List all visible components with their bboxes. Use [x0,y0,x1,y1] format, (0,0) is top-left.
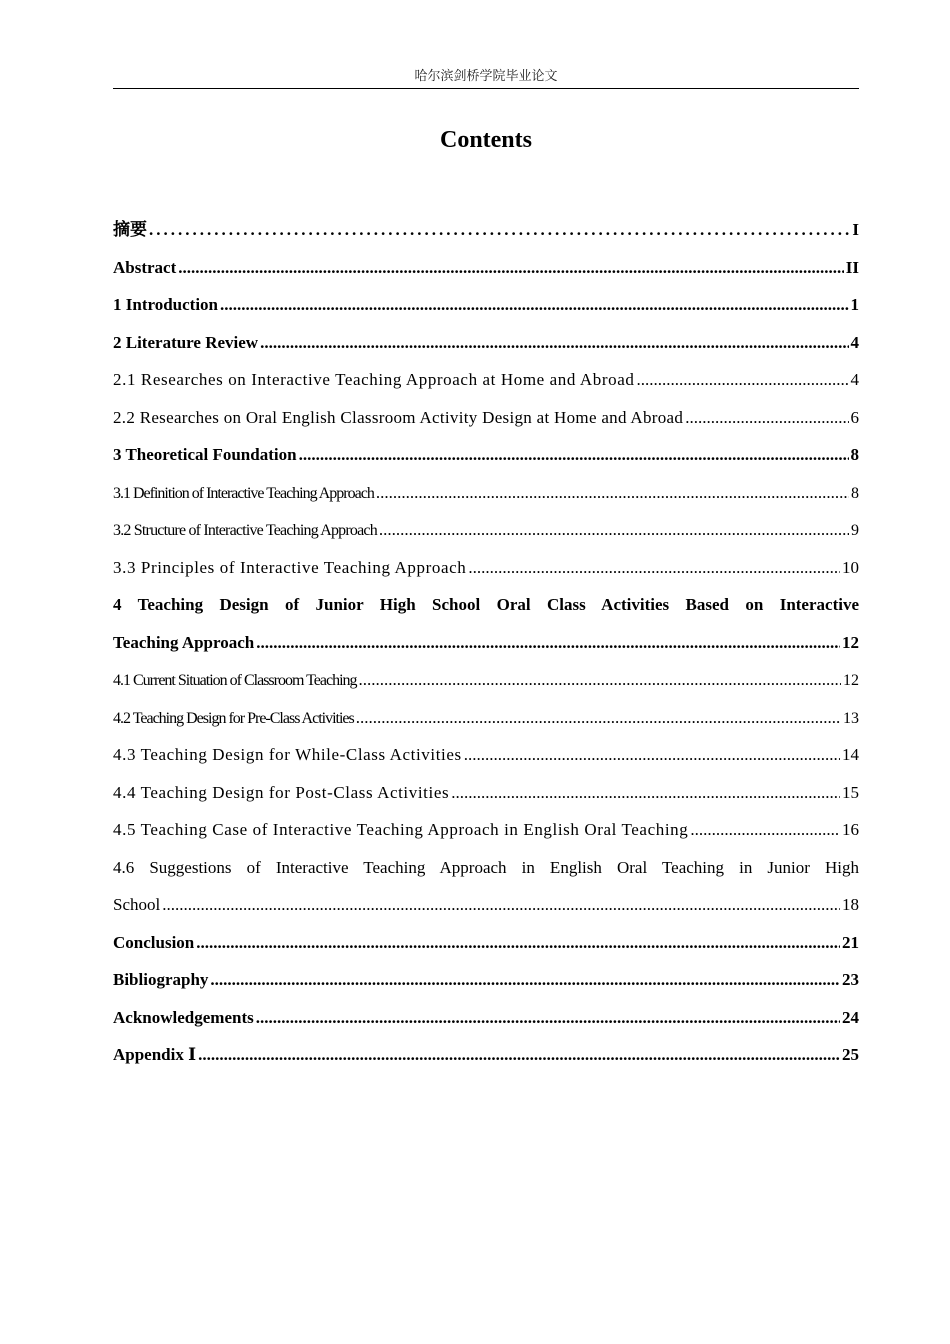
toc-entry-page: 10 [842,557,859,577]
toc-entry-2-1[interactable] [113,361,859,399]
toc-entry-page: 21 [842,932,859,952]
toc-entry-bibliography[interactable] [113,961,859,999]
toc-entry-abstract[interactable] [113,249,859,287]
toc-entry-label: 4.1 Current Situation of Classroom Teaching [113,672,357,689]
dot-leader [379,511,849,549]
toc-entry-page: II [845,257,859,277]
dot-leader [359,661,841,699]
table-of-contents [113,211,859,1074]
dot-leader [149,211,850,249]
toc-entry-page: 13 [843,709,859,727]
dot-leader [220,286,848,324]
dot-leader [260,324,848,362]
toc-entry-label: 1 Introduction [113,295,219,314]
toc-entry-4-1[interactable] [113,661,859,699]
toc-entry-literature-review[interactable] [113,324,859,362]
toc-entry-page: 12 [842,632,859,652]
dot-leader [196,924,840,962]
dot-leader [356,699,841,737]
toc-entry-4-6[interactable] [113,849,859,924]
toc-entry-4-2[interactable] [113,699,859,737]
toc-entry-label: 2.1 Researches on Interactive Teaching Approach at Home and Abroad [113,370,635,389]
toc-entry-page: 4 [850,332,859,352]
toc-entry-label-line1: 4 Teaching Design of Junior High School Oral Class Activities Based on Interactive [113,595,859,614]
header-rule [113,88,859,89]
toc-entry-page: 18 [842,895,859,914]
dot-leader [468,549,840,587]
dot-leader [162,886,840,924]
page-title: Contents [439,127,532,153]
dot-leader [299,436,849,474]
toc-entry-page: 14 [842,745,859,764]
toc-entry-label: 4.3 Teaching Design for While-Class Activities [113,745,462,764]
toc-entry-label: 4.2 Teaching Design for Pre-Class Activities [113,709,354,727]
toc-entry-conclusion[interactable] [113,924,859,962]
toc-entry-3-2[interactable] [113,511,859,549]
toc-entry-page: 1 [850,295,859,314]
toc-entry-page: I [852,220,859,239]
toc-entry-label: Appendix Ⅰ [113,1045,197,1064]
toc-entry-3-3[interactable] [113,549,859,587]
toc-entry-page: 8 [850,445,859,464]
dot-leader [464,736,840,774]
toc-entry-introduction[interactable] [113,286,859,324]
toc-entry-label: 4.4 Teaching Design for Post-Class Activities [113,782,450,802]
toc-entry-2-2[interactable] [113,399,859,437]
toc-entry-label: 2.2 Researches on Oral English Classroom Activity Design at Home and Abroad [113,407,684,427]
toc-entry-acknowledgements[interactable] [113,999,859,1037]
toc-entry-teaching-design[interactable] [113,586,859,661]
toc-entry-page: 4 [850,370,859,389]
toc-entry-page: 6 [850,407,859,427]
toc-entry-3-1[interactable] [113,474,859,512]
dot-leader [178,249,844,287]
toc-entry-label: 摘要 [113,220,147,239]
dot-leader [636,361,848,399]
toc-entry-page: 15 [842,782,859,802]
toc-entry-label-line2: Teaching Approach [113,632,255,652]
toc-entry-label: 2 Literature Review [113,332,259,352]
dot-leader [685,399,848,437]
dot-leader [690,811,840,849]
toc-entry-4-3[interactable] [113,736,859,774]
running-header: 哈尔滨剑桥学院毕业论文 [414,68,558,83]
toc-entry-page: 16 [842,820,859,839]
toc-entry-page: 24 [842,1007,859,1027]
toc-entry-appendix[interactable] [113,1036,859,1074]
dot-leader [451,774,840,812]
dot-leader [210,961,840,999]
toc-entry-page: 9 [851,522,859,539]
dot-leader [256,624,840,662]
toc-entry-page: 23 [842,970,859,989]
toc-entry-theoretical-foundation[interactable] [113,436,859,474]
toc-entry-label-line2: School [113,895,161,914]
toc-entry-4-5[interactable] [113,811,859,849]
dot-leader [376,474,849,512]
toc-entry-label: 3 Theoretical Foundation [113,445,297,464]
dot-leader [256,999,840,1037]
toc-entry-label-line1: 4.6 Suggestions of Interactive Teaching Approach in English Oral Teaching in Junior High [113,857,859,877]
toc-entry-label: Bibliography [113,970,209,989]
toc-entry-page: 25 [842,1045,859,1064]
toc-entry-page: 12 [843,672,859,689]
toc-entry-label: Acknowledgements [113,1007,254,1027]
toc-entry-page: 8 [851,484,859,502]
toc-entry-label: 4.5 Teaching Case of Interactive Teaching Approach in English Oral Teaching [113,820,689,839]
dot-leader [198,1036,840,1074]
toc-entry-label: 3.3 Principles of Interactive Teaching Approach [113,557,467,577]
toc-entry-label: 3.2 Structure of Interactive Teaching Approach [113,522,377,539]
toc-entry-abstract-cn[interactable] [113,211,859,249]
toc-entry-label: Abstract [113,257,177,277]
toc-entry-4-4[interactable] [113,774,859,812]
toc-entry-label: 3.1 Definition of Interactive Teaching Approach [113,484,374,502]
toc-entry-label: Conclusion [113,932,195,952]
